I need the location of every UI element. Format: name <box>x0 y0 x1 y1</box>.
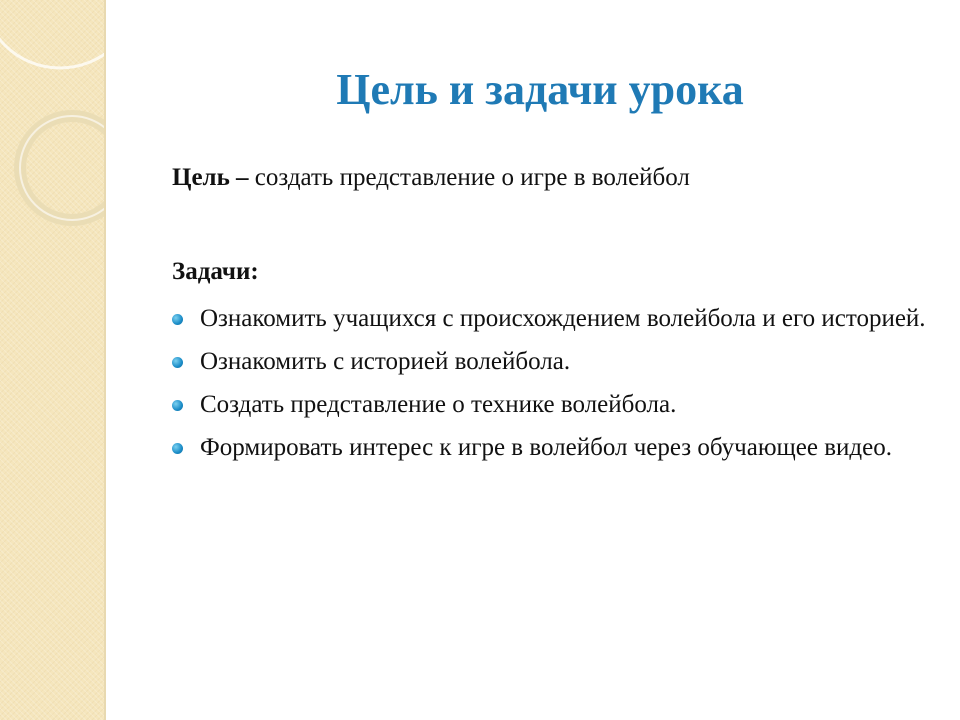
bullet-icon <box>172 443 183 454</box>
bullet-icon <box>172 314 183 325</box>
slide-title: Цель и задачи урока <box>336 65 744 114</box>
bullet-icon <box>172 400 183 411</box>
task-text: Ознакомить с историей волейбола. <box>200 348 571 375</box>
goal-text: создать представление о игре в волейбол <box>248 164 690 191</box>
goal-label: Цель – <box>172 164 249 191</box>
task-item <box>172 343 929 380</box>
task-text: Создать представление о технике волейбола. <box>200 391 677 418</box>
goal-statement <box>172 162 932 195</box>
task-item <box>172 429 929 466</box>
task-item <box>172 386 929 423</box>
task-item <box>172 300 929 337</box>
side-panel-divider <box>104 0 106 720</box>
bullet-icon <box>172 357 183 368</box>
decorative-side-panel <box>0 0 104 720</box>
task-text: Ознакомить учащихся с происхождением волейбола и его историей. <box>200 305 926 332</box>
decorative-rings <box>0 0 104 720</box>
task-text: Формировать интерес к игре в волейбол через обучающее видео. <box>200 434 892 461</box>
tasks-heading: Задачи: <box>172 258 259 285</box>
task-list <box>172 300 929 472</box>
